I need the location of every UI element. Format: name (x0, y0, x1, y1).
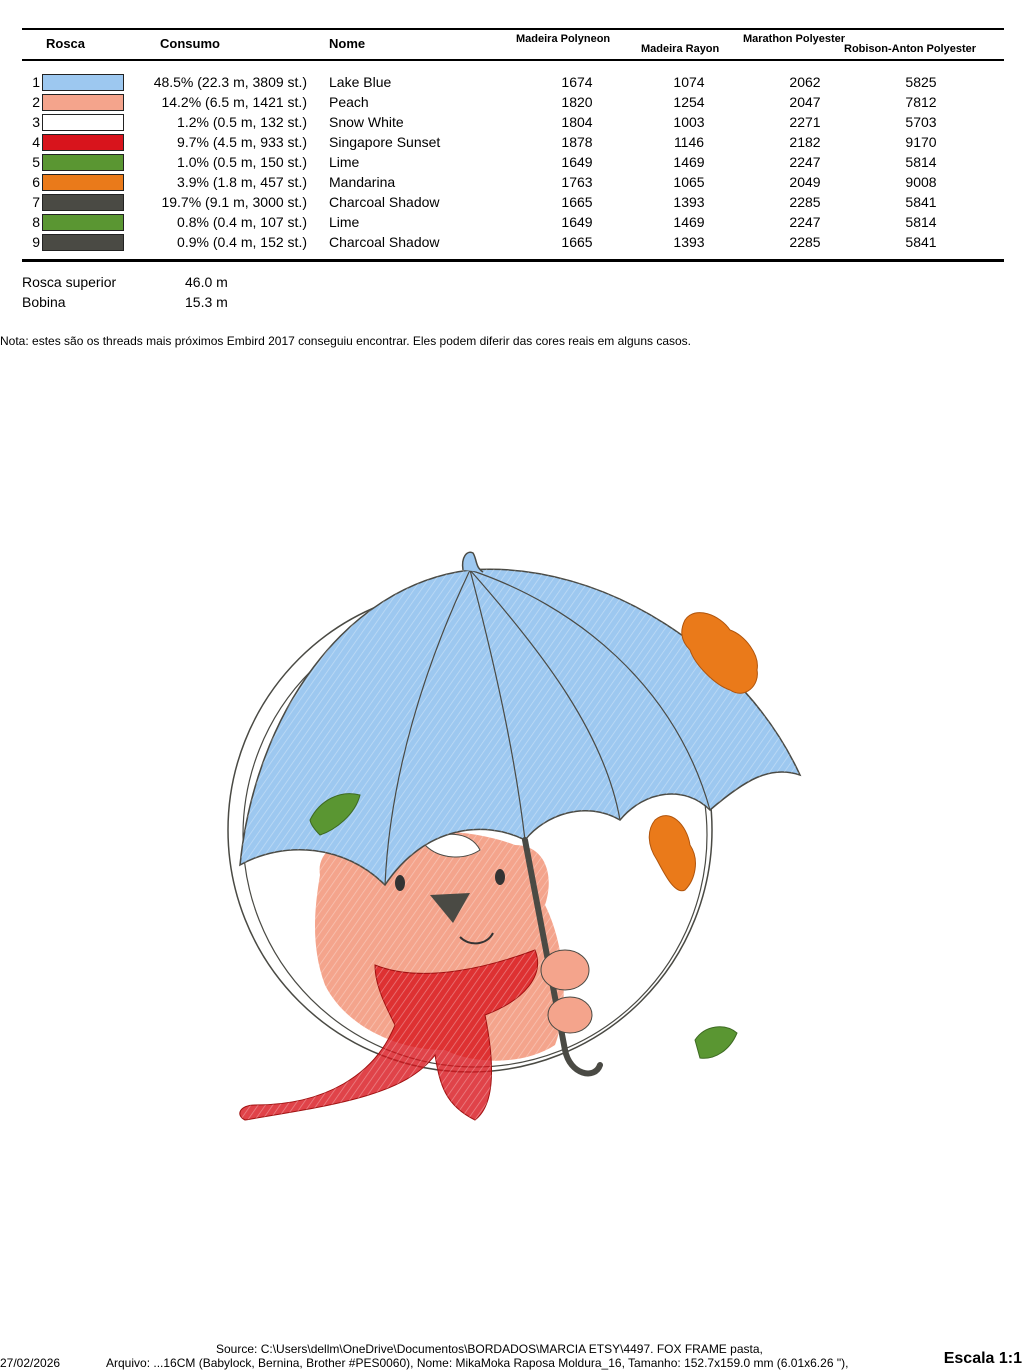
thread-usage: 19.7% (9.1 m, 3000 st.) (161, 194, 307, 210)
header-marathon-polyester: Marathon Polyester (743, 33, 846, 45)
marathon-code: 2285 (789, 234, 821, 250)
marathon-code: 2285 (789, 194, 821, 210)
robison-anton-code: 7812 (905, 94, 937, 110)
thread-number: 2 (32, 94, 40, 110)
madeira-polyneon-code: 1665 (561, 194, 593, 210)
header-madeira-rayon: Madeira Rayon (641, 43, 720, 55)
madeira-rayon-code: 1393 (673, 194, 705, 210)
robison-anton-code: 5841 (905, 234, 937, 250)
thread-name: Charcoal Shadow (329, 194, 440, 210)
header-thread: Rosca (46, 36, 86, 51)
color-swatch (42, 134, 124, 151)
thread-name: Lime (329, 214, 360, 230)
thread-number: 8 (32, 214, 40, 230)
robison-anton-code: 5825 (905, 74, 937, 90)
marathon-code: 2247 (789, 214, 821, 230)
thread-number: 7 (32, 194, 40, 210)
robison-anton-code: 5814 (905, 154, 937, 170)
madeira-rayon-code: 1065 (673, 174, 705, 190)
madeira-polyneon-code: 1649 (561, 214, 593, 230)
thread-number: 9 (32, 234, 40, 250)
thread-usage: 1.0% (0.5 m, 150 st.) (177, 154, 307, 170)
madeira-rayon-code: 1393 (673, 234, 705, 250)
footer-source: Source: C:\Users\dellm\OneDrive\Documentos\BORDADOS\MARCIA ETSY\4497. FOX FRAME pasta, (216, 1342, 763, 1356)
fox-paw-upper (541, 950, 589, 990)
madeira-polyneon-code: 1763 (561, 174, 593, 190)
madeira-rayon-code: 1254 (673, 94, 705, 110)
fox-eye-right (495, 869, 505, 885)
footer-date: 27/02/2026 (0, 1356, 61, 1370)
thread-usage: 0.8% (0.4 m, 107 st.) (177, 214, 307, 230)
marathon-code: 2247 (789, 154, 821, 170)
footer-file-info: Arquivo: ...16CM (Babylock, Bernina, Brother #PES0060), Nome: MikaMoka Raposa Moldura_16, Tamanho: 152.7x159.0 mm (6.01x6.26 "), (106, 1356, 849, 1370)
robison-anton-code: 5841 (905, 194, 937, 210)
thread-usage: 9.7% (4.5 m, 933 st.) (177, 134, 307, 150)
thread-note: Nota: estes são os threads mais próximos Embird 2017 conseguiu encontrar. Eles podem diferir das cores reais em alguns casos. (0, 334, 692, 348)
thread-row (22, 211, 1004, 231)
madeira-rayon-code: 1074 (673, 74, 705, 90)
table-bottom-rule (22, 259, 1004, 262)
madeira-polyneon-code: 1878 (561, 134, 593, 150)
header-usage: Consumo (160, 36, 220, 51)
thread-name: Snow White (329, 114, 404, 130)
header-robison-anton-polyester: Robison-Anton Polyester (844, 43, 977, 55)
thread-number: 4 (32, 134, 40, 150)
madeira-rayon-code: 1469 (673, 214, 705, 230)
thread-row (22, 71, 1004, 91)
thread-name: Lime (329, 154, 360, 170)
thread-number: 1 (32, 74, 40, 90)
thread-name: Lake Blue (329, 74, 392, 90)
thread-row (22, 231, 1004, 251)
thread-row (22, 111, 1004, 131)
thread-usage: 1.2% (0.5 m, 132 st.) (177, 114, 307, 130)
thread-name: Charcoal Shadow (329, 234, 440, 250)
color-swatch (42, 154, 124, 171)
fox-eye-left (395, 875, 405, 891)
header-name: Nome (329, 36, 366, 51)
top-thread-label: Rosca superior (22, 274, 117, 290)
thread-number: 3 (32, 114, 40, 130)
thread-row (22, 171, 1004, 191)
madeira-polyneon-code: 1665 (561, 234, 593, 250)
color-swatch (42, 114, 124, 131)
thread-usage: 3.9% (1.8 m, 457 st.) (177, 174, 307, 190)
thread-name: Mandarina (329, 174, 396, 190)
bobbin-total (22, 294, 228, 310)
header-madeira-polyneon: Madeira Polyneon (516, 33, 611, 45)
umbrella-tip (463, 552, 483, 572)
bobbin-value: 15.3 m (185, 294, 228, 310)
color-swatch (42, 74, 124, 91)
marathon-code: 2271 (789, 114, 821, 130)
fox-paw-lower (548, 997, 592, 1033)
thread-number: 5 (32, 154, 40, 170)
thread-row (22, 151, 1004, 171)
madeira-polyneon-code: 1649 (561, 154, 593, 170)
thread-row (22, 131, 1004, 151)
top-thread-total (22, 274, 228, 290)
madeira-rayon-code: 1003 (673, 114, 705, 130)
color-swatch (42, 94, 124, 111)
thread-name: Peach (329, 94, 369, 110)
robison-anton-code: 9008 (905, 174, 937, 190)
marathon-code: 2182 (789, 134, 821, 150)
robison-anton-code: 9170 (905, 134, 937, 150)
color-swatch (42, 214, 124, 231)
thread-usage: 0.9% (0.4 m, 152 st.) (177, 234, 307, 250)
marathon-code: 2047 (789, 94, 821, 110)
madeira-polyneon-code: 1804 (561, 114, 593, 130)
table-header-rule (22, 59, 1004, 61)
marathon-code: 2062 (789, 74, 821, 90)
thread-number: 6 (32, 174, 40, 190)
bobbin-label: Bobina (22, 294, 66, 310)
color-swatch (42, 234, 124, 251)
madeira-polyneon-code: 1820 (561, 94, 593, 110)
madeira-polyneon-code: 1674 (561, 74, 593, 90)
thread-row (22, 191, 1004, 211)
marathon-code: 2049 (789, 174, 821, 190)
embroidery-design-image (225, 545, 815, 1155)
color-swatch (42, 194, 124, 211)
green-leaf-bottom (695, 1027, 737, 1058)
thread-row (22, 91, 1004, 111)
madeira-rayon-code: 1469 (673, 154, 705, 170)
thread-usage: 48.5% (22.3 m, 3809 st.) (153, 74, 307, 90)
thread-usage: 14.2% (6.5 m, 1421 st.) (161, 94, 307, 110)
robison-anton-code: 5814 (905, 214, 937, 230)
madeira-rayon-code: 1146 (673, 134, 705, 150)
color-swatch (42, 174, 124, 191)
top-thread-value: 46.0 m (185, 274, 228, 290)
thread-name: Singapore Sunset (329, 134, 441, 150)
robison-anton-code: 5703 (905, 114, 937, 130)
table-top-rule (22, 28, 1004, 30)
footer-scale: Escala 1:1 (943, 1350, 1022, 1367)
